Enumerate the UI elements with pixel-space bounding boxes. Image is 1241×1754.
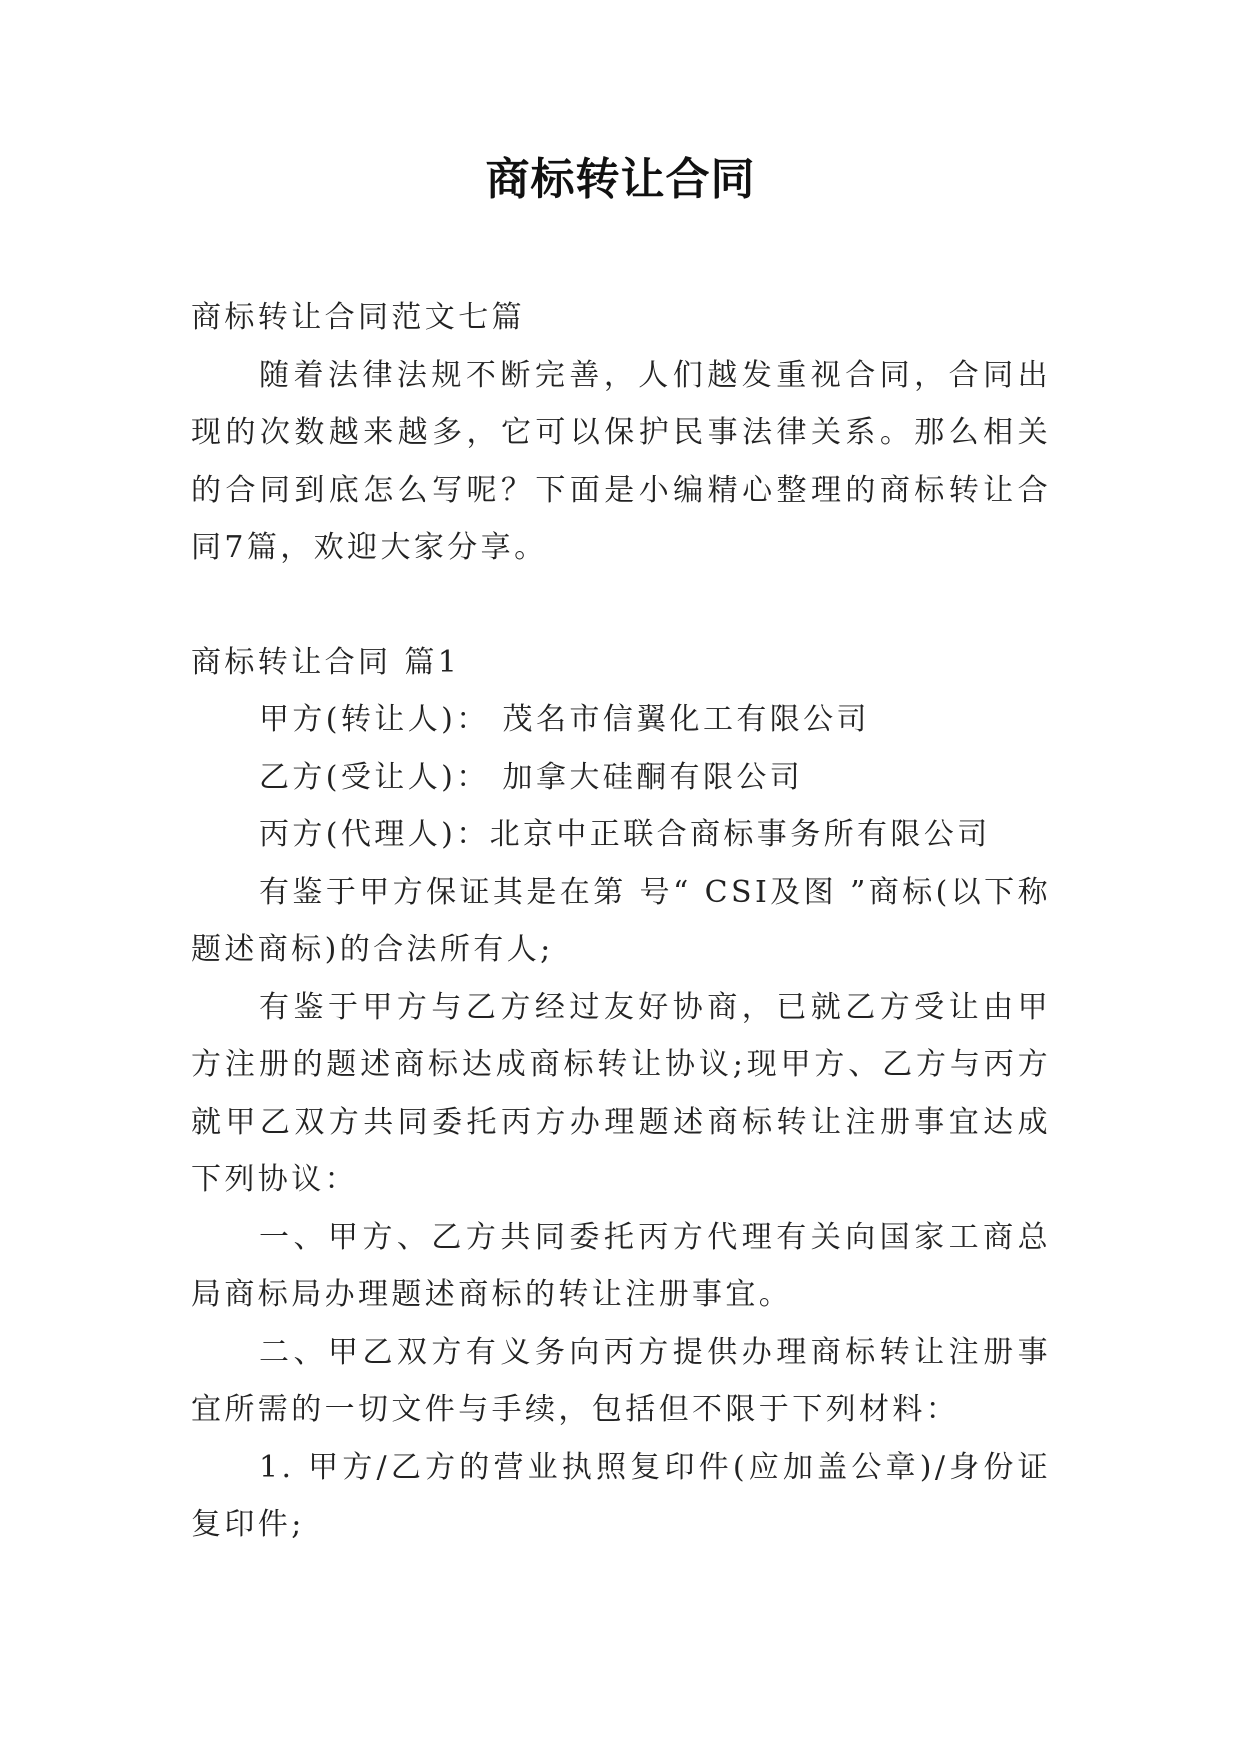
clause-paragraph: 一、甲方、乙方共同委托丙方代理有关向国家工商总局商标局办理题述商标的转让注册事宜。 [191, 1219, 1051, 1312]
section-heading: 商标转让合同 篇1 [191, 644, 461, 680]
document-body [191, 289, 1051, 1554]
list-item: 1. 甲方/乙方的营业执照复印件(应加盖公章)/身份证复印件; [191, 1449, 1051, 1542]
document-subtitle: 商标转让合同范文七篇 [191, 300, 525, 335]
party-b-line: 乙方(受让人)： 加拿大硅酮有限公司 [259, 759, 804, 795]
party-c-line: 丙方(代理人)：北京中正联合商标事务所有限公司 [259, 817, 991, 852]
paragraph-spacer [191, 577, 1051, 634]
intro-paragraph: 随着法律法规不断完善，人们越发重视合同，合同出现的次数越来越多，它可以保护民事法律关系。那么相关的合同到底怎么写呢？下面是小编精心整理的商标转让合同7篇，欢迎大家分享。 [191, 357, 1051, 565]
document-title: 商标转让合同 [485, 154, 756, 205]
recital-paragraph: 有鉴于甲方与乙方经过友好协商，已就乙方受让由甲方注册的题述商标达成商标转让协议;现甲方、乙方与丙方就甲乙双方共同委托丙方办理题述商标转让注册事宜达成下列协议： [191, 989, 1051, 1197]
party-a-line: 甲方(转让人)： 茂名市信翼化工有限公司 [259, 702, 870, 737]
recital-paragraph: 有鉴于甲方保证其是在第 号“ CSI及图 ”商标(以下称题述商标)的合法所有人; [191, 874, 1051, 967]
clause-paragraph: 二、甲乙双方有义务向丙方提供办理商标转让注册事宜所需的一切文件与手续，包括但不限于下列材料： [191, 1334, 1051, 1427]
